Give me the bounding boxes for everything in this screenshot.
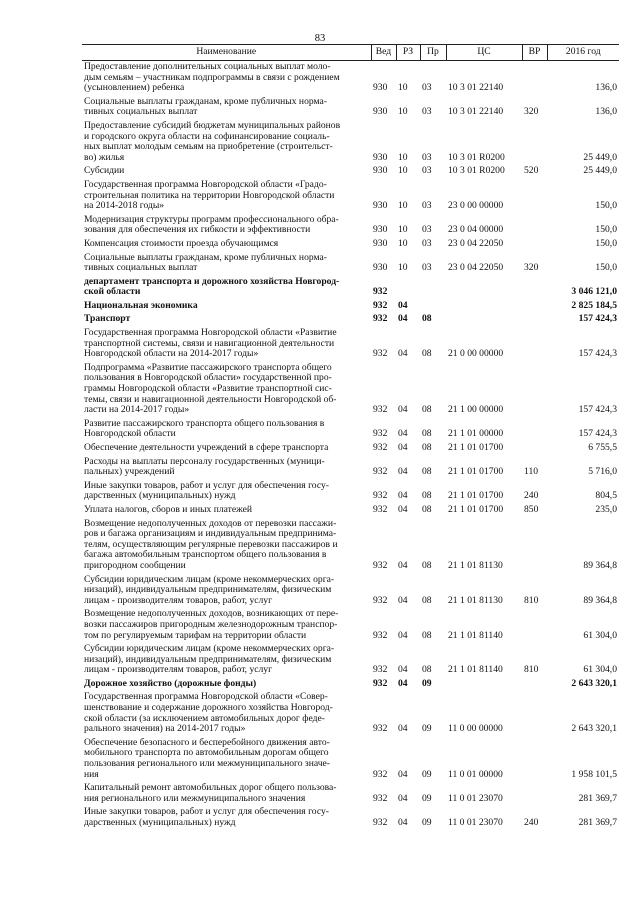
cell-pr xyxy=(420,276,446,300)
cell-vr xyxy=(522,120,547,165)
cell-vr xyxy=(522,313,547,327)
cell-rz: 04 xyxy=(398,299,408,311)
cell-vr: 110 xyxy=(524,466,539,478)
cell-vr: 320 xyxy=(524,106,539,118)
table-row xyxy=(82,313,619,327)
header-pr: Пр xyxy=(420,45,446,61)
cell-name: Иные закупки товаров, работ и услуг для обеспечения госу- дарственных (муниципальных) нужд xyxy=(84,479,329,502)
cell-cs: 23 0 04 22050 xyxy=(448,237,504,249)
cell-amount: 281 369,7 xyxy=(578,792,617,804)
cell-amount: 89 364,8 xyxy=(583,559,617,571)
cell-amount: 136,0 xyxy=(595,82,617,94)
cell-name: Субсидии юридическим лицам (кроме некоммерческих орга- низаций), индивидуальным предпринимателям, физическим лицам - производителям товаров, работ, услуг xyxy=(84,643,335,676)
cell-cs: 21 1 01 81140 xyxy=(448,664,503,676)
cell-amount: 2 825 184,5 xyxy=(571,299,617,311)
cell-ved: 932 xyxy=(373,664,388,676)
cell-amount: 1 958 101,5 xyxy=(571,768,617,780)
cell-ved: 932 xyxy=(373,559,388,571)
cell-pr: 08 xyxy=(422,466,432,478)
table-row xyxy=(82,165,619,179)
cell-amount: 61 304,0 xyxy=(583,629,617,641)
cell-ved: 932 xyxy=(373,428,388,440)
cell-ved: 930 xyxy=(373,151,388,163)
cell-rz: 04 xyxy=(398,594,408,606)
cell-pr: 08 xyxy=(422,594,432,606)
cell-name: Модернизация структуры программ профессионального обра- зования для обеспечения их гибкости и эффективности xyxy=(84,213,339,236)
budget-table xyxy=(82,44,619,831)
cell-vr: 240 xyxy=(524,490,539,502)
cell-cs xyxy=(446,313,522,327)
header-cs: ЦС xyxy=(446,45,522,61)
cell-cs: 23 0 04 00000 xyxy=(448,224,504,236)
header-rz: РЗ xyxy=(396,45,420,61)
table-row xyxy=(82,61,619,96)
cell-ved: 932 xyxy=(373,299,388,311)
cell-cs: 21 1 01 81140 xyxy=(448,629,503,641)
cell-vr: 240 xyxy=(524,817,539,828)
cell-amount: 5 716,0 xyxy=(588,466,617,478)
cell-amount: 281 369,7 xyxy=(578,817,617,828)
cell-vr xyxy=(522,327,547,362)
cell-ved: 932 xyxy=(373,629,388,641)
cell-pr: 03 xyxy=(422,200,432,212)
cell-rz: 10 xyxy=(398,237,408,249)
cell-ved: 932 xyxy=(373,594,388,606)
cell-ved: 932 xyxy=(373,490,388,502)
cell-pr: 09 xyxy=(422,817,432,828)
cell-cs xyxy=(446,678,522,692)
table-body xyxy=(82,61,619,831)
cell-name: Уплата налогов, сборов и иных платежей xyxy=(84,503,253,515)
cell-ved: 932 xyxy=(373,792,388,804)
cell-pr: 03 xyxy=(422,237,432,249)
cell-ved: 932 xyxy=(373,348,388,360)
cell-cs: 10 3 01 R0200 xyxy=(448,151,505,163)
header-year: 2016 год xyxy=(547,45,619,61)
cell-pr: 03 xyxy=(422,106,432,118)
cell-name: Дорожное хозяйство (дорожные фонды) xyxy=(84,677,257,689)
cell-vr xyxy=(522,678,547,692)
table-row xyxy=(82,418,619,442)
cell-amount: 157 424,3 xyxy=(578,313,617,325)
cell-name: Национальная экономика xyxy=(84,299,198,311)
cell-amount: 25 449,0 xyxy=(583,151,617,163)
cell-pr: 08 xyxy=(422,404,432,416)
cell-amount: 2 643 320,1 xyxy=(571,723,617,735)
table-row xyxy=(82,504,619,518)
cell-amount: 61 304,0 xyxy=(583,664,617,676)
cell-amount: 150,0 xyxy=(595,200,617,212)
cell-rz: 04 xyxy=(398,559,408,571)
cell-amount: 89 364,8 xyxy=(583,594,617,606)
table-row xyxy=(82,691,619,736)
cell-ved: 930 xyxy=(373,106,388,118)
cell-name: Возмещение недополученных доходов, возникающих от пере- возки пассажиров пригородным железнодорожным транспор- том по регулируемым тарифам на территории области xyxy=(84,608,339,641)
cell-cs: 21 1 01 01700 xyxy=(448,490,504,502)
cell-name: Подпрограмма «Развитие пассажирского транспорта общего пользования в Новгородской области» государственной про- граммы Новгородской области «Развитие транспортной сис- темы, связи и навигационной деятельности Новгородской об- ласти на 2014-2017 годы» xyxy=(84,361,337,416)
table-row xyxy=(82,238,619,252)
cell-cs: 11 0 00 00000 xyxy=(448,723,503,735)
table-row xyxy=(82,518,619,574)
cell-rz: 04 xyxy=(398,768,408,780)
table-row xyxy=(82,782,619,806)
cell-cs: 21 0 00 00000 xyxy=(448,348,504,360)
cell-cs: 21 1 01 81130 xyxy=(448,594,503,606)
cell-cs: 21 1 01 00000 xyxy=(448,428,504,440)
cell-pr xyxy=(420,300,446,314)
cell-rz: 10 xyxy=(398,82,408,94)
cell-cs: 11 0 01 00000 xyxy=(448,768,503,780)
table-row xyxy=(82,179,619,214)
cell-pr: 09 xyxy=(422,792,432,804)
cell-amount: 235,0 xyxy=(595,503,617,515)
cell-ved: 932 xyxy=(373,466,388,478)
cell-vr xyxy=(522,737,547,782)
cell-name: Государственная программа Новгородской области «Градо- строительная политика на территории Новгородской области на 2014-2018 годы» xyxy=(84,178,335,212)
table-row xyxy=(82,327,619,362)
cell-rz: 04 xyxy=(398,792,408,804)
cell-pr: 08 xyxy=(422,490,432,502)
cell-pr: 08 xyxy=(422,313,432,325)
cell-pr: 08 xyxy=(422,629,432,641)
cell-cs xyxy=(446,276,522,300)
cell-amount: 3 046 121,0 xyxy=(571,286,617,298)
cell-name: Субсидии юридическим лицам (кроме некоммерческих орга- низаций), индивидуальным предпринимателям, физическим лицам - производителям товаров, работ, услуг xyxy=(84,573,335,606)
cell-rz: 04 xyxy=(398,723,408,735)
cell-name: Расходы на выплаты персоналу государственных (муници- пальных) учреждений xyxy=(84,455,325,478)
cell-ved: 932 xyxy=(373,503,388,515)
cell-cs: 21 1 01 01700 xyxy=(448,466,504,478)
cell-amount: 157 424,3 xyxy=(578,404,617,416)
cell-rz: 04 xyxy=(398,677,408,689)
cell-pr: 03 xyxy=(422,262,432,274)
cell-rz: 04 xyxy=(398,664,408,676)
cell-name: Обеспечение безопасного и бесперебойного движения авто- мобильного транспорта по автомобильным дорогам общего пользования регионального или межмуниципального значе- ния xyxy=(84,736,330,780)
cell-amount: 6 755,5 xyxy=(588,442,617,453)
cell-vr: 810 xyxy=(524,594,539,606)
cell-vr: 320 xyxy=(524,262,539,274)
cell-name: Государственная программа Новгородской области «Совер- шенствование и содержание дорожного хозяйства Новгород- ской области (за исключением автомобильных дорог феде- рального значения) на 2014-2017 годы» xyxy=(84,691,333,735)
cell-name: Возмещение недополученных доходов от перевозки пассажи- ров и багажа организациям и индивидуальным предпринима- телям, осуществляющим регулярные перевозки пассажиров и багажа автомобильным транспортом общего пользования в пригородном сообщении xyxy=(84,517,338,571)
cell-rz: 04 xyxy=(398,490,408,502)
table-row xyxy=(82,806,619,830)
cell-name: Капитальный ремонт автомобильных дорог общего пользова- ния регионального или межмуниципального значения xyxy=(84,782,337,804)
cell-name: Иные закупки товаров, работ и услуг для обеспечения госу- дарственных (муниципальных) нужд xyxy=(84,806,329,828)
cell-cs: 21 1 01 01700 xyxy=(448,442,504,453)
cell-amount: 136,0 xyxy=(595,106,617,118)
cell-vr xyxy=(522,362,547,418)
cell-rz: 04 xyxy=(398,817,408,828)
cell-name: Государственная программа Новгородской области «Развитие транспортной системы, связи и навигационной деятельности Новгородской области на 2014-2017 годы» xyxy=(84,327,337,360)
header-name: Наименование xyxy=(82,45,371,61)
cell-ved: 932 xyxy=(373,404,388,416)
table-row xyxy=(82,214,619,238)
cell-vr xyxy=(522,214,547,238)
cell-amount: 804,5 xyxy=(595,490,617,502)
cell-ved: 932 xyxy=(373,817,388,828)
cell-cs: 21 1 00 00000 xyxy=(448,404,504,416)
cell-pr: 09 xyxy=(422,723,432,735)
cell-ved: 930 xyxy=(373,82,388,94)
cell-name: Субсидии xyxy=(84,165,125,177)
cell-rz: 04 xyxy=(398,629,408,641)
cell-ved: 930 xyxy=(373,200,388,212)
cell-cs: 10 3 01 22140 xyxy=(448,82,504,94)
cell-pr: 03 xyxy=(422,82,432,94)
cell-rz: 10 xyxy=(398,200,408,212)
table-row xyxy=(82,643,619,678)
cell-vr xyxy=(522,782,547,806)
cell-ved: 932 xyxy=(373,677,388,689)
header-ved: Вед xyxy=(371,45,396,61)
table-row xyxy=(82,737,619,782)
cell-vr xyxy=(522,691,547,736)
cell-ved: 932 xyxy=(373,313,388,325)
cell-cs: 23 0 04 22050 xyxy=(448,262,504,274)
table-row xyxy=(82,678,619,692)
cell-amount: 150,0 xyxy=(595,237,617,249)
table-row xyxy=(82,252,619,276)
cell-rz: 04 xyxy=(398,428,408,440)
cell-vr xyxy=(522,608,547,643)
cell-amount: 150,0 xyxy=(595,262,617,274)
cell-rz: 04 xyxy=(398,348,408,360)
cell-vr: 520 xyxy=(524,165,539,177)
cell-cs: 10 3 01 22140 xyxy=(448,106,504,118)
cell-pr: 03 xyxy=(422,151,432,163)
cell-vr xyxy=(522,518,547,574)
cell-rz: 04 xyxy=(398,404,408,416)
cell-pr: 08 xyxy=(422,503,432,515)
cell-cs: 11 0 01 23070 xyxy=(448,792,503,804)
table-header xyxy=(82,45,619,61)
cell-rz: 10 xyxy=(398,224,408,236)
cell-name: Предоставление субсидий бюджетам муниципальных районов и городского округа области на софинансирование социаль- ных выплат молодым семьям на приобретение (строительст- во) жилья xyxy=(84,119,341,163)
cell-cs: 21 1 01 81130 xyxy=(448,559,503,571)
cell-name: Обеспечение деятельности учреждений в сфере транспорта xyxy=(84,442,329,453)
cell-rz: 04 xyxy=(398,442,408,453)
table-row xyxy=(82,120,619,165)
cell-name: Социальные выплаты гражданам, кроме публичных норма- тивных социальных выплат xyxy=(84,95,327,118)
cell-amount: 157 424,3 xyxy=(578,428,617,440)
cell-pr: 08 xyxy=(422,428,432,440)
cell-ved: 932 xyxy=(373,768,388,780)
cell-name: Развитие пассажирского транспорта общего пользования в Новгородской области xyxy=(84,417,325,440)
cell-name: Предоставление дополнительных социальных выплат моло- дым семьям – участникам подпрограммы в связи с рождением (усыновлением) ребенка xyxy=(84,61,340,94)
cell-pr: 03 xyxy=(422,224,432,236)
table-row xyxy=(82,456,619,480)
cell-cs: 11 0 01 23070 xyxy=(448,817,503,828)
cell-vr: 850 xyxy=(524,503,539,515)
cell-ved: 930 xyxy=(373,262,388,274)
table-row xyxy=(82,362,619,418)
cell-cs: 23 0 00 00000 xyxy=(448,200,504,212)
cell-amount: 150,0 xyxy=(595,224,617,236)
cell-vr xyxy=(522,300,547,314)
cell-vr xyxy=(522,238,547,252)
cell-pr: 03 xyxy=(422,165,432,177)
cell-rz xyxy=(396,276,420,300)
cell-amount: 25 449,0 xyxy=(583,165,617,177)
table-row xyxy=(82,300,619,314)
cell-pr: 09 xyxy=(422,768,432,780)
cell-ved: 932 xyxy=(373,442,388,453)
cell-pr: 08 xyxy=(422,664,432,676)
header-vr: ВР xyxy=(522,45,547,61)
cell-rz: 04 xyxy=(398,313,408,325)
cell-rz: 10 xyxy=(398,151,408,163)
cell-name: Социальные выплаты гражданам, кроме публичных норма- тивных социальных выплат xyxy=(84,251,327,274)
cell-pr: 08 xyxy=(422,442,432,453)
cell-pr: 08 xyxy=(422,559,432,571)
cell-rz: 10 xyxy=(398,106,408,118)
cell-amount: 2 643 320,1 xyxy=(571,677,617,689)
cell-ved: 932 xyxy=(373,723,388,735)
table-row xyxy=(82,276,619,300)
cell-ved: 930 xyxy=(373,224,388,236)
cell-pr: 09 xyxy=(422,677,432,689)
cell-cs xyxy=(446,300,522,314)
cell-name: Компенсация стоимости проезда обучающимся xyxy=(84,237,279,249)
cell-name: Транспорт xyxy=(84,313,131,325)
table-row xyxy=(82,608,619,643)
cell-rz: 10 xyxy=(398,165,408,177)
table-row xyxy=(82,480,619,504)
cell-vr xyxy=(522,61,547,96)
cell-rz: 04 xyxy=(398,503,408,515)
table-row xyxy=(82,442,619,456)
cell-vr xyxy=(522,179,547,214)
cell-vr xyxy=(522,276,547,300)
table-row xyxy=(82,574,619,609)
page-number: 83 xyxy=(314,33,326,44)
cell-cs: 10 3 01 R0200 xyxy=(448,165,505,177)
cell-rz: 04 xyxy=(398,466,408,478)
cell-rz: 10 xyxy=(398,262,408,274)
cell-name: департамент транспорта и дорожного хозяйства Новгород- ской области xyxy=(84,275,340,298)
table-row xyxy=(82,96,619,120)
cell-vr: 810 xyxy=(524,664,539,676)
cell-vr xyxy=(522,418,547,442)
cell-pr: 08 xyxy=(422,348,432,360)
cell-vr xyxy=(522,442,547,456)
cell-amount: 157 424,3 xyxy=(578,348,617,360)
cell-ved: 932 xyxy=(373,286,388,298)
cell-ved: 930 xyxy=(373,165,388,177)
cell-cs: 21 1 01 01700 xyxy=(448,503,504,515)
cell-ved: 930 xyxy=(373,237,388,249)
